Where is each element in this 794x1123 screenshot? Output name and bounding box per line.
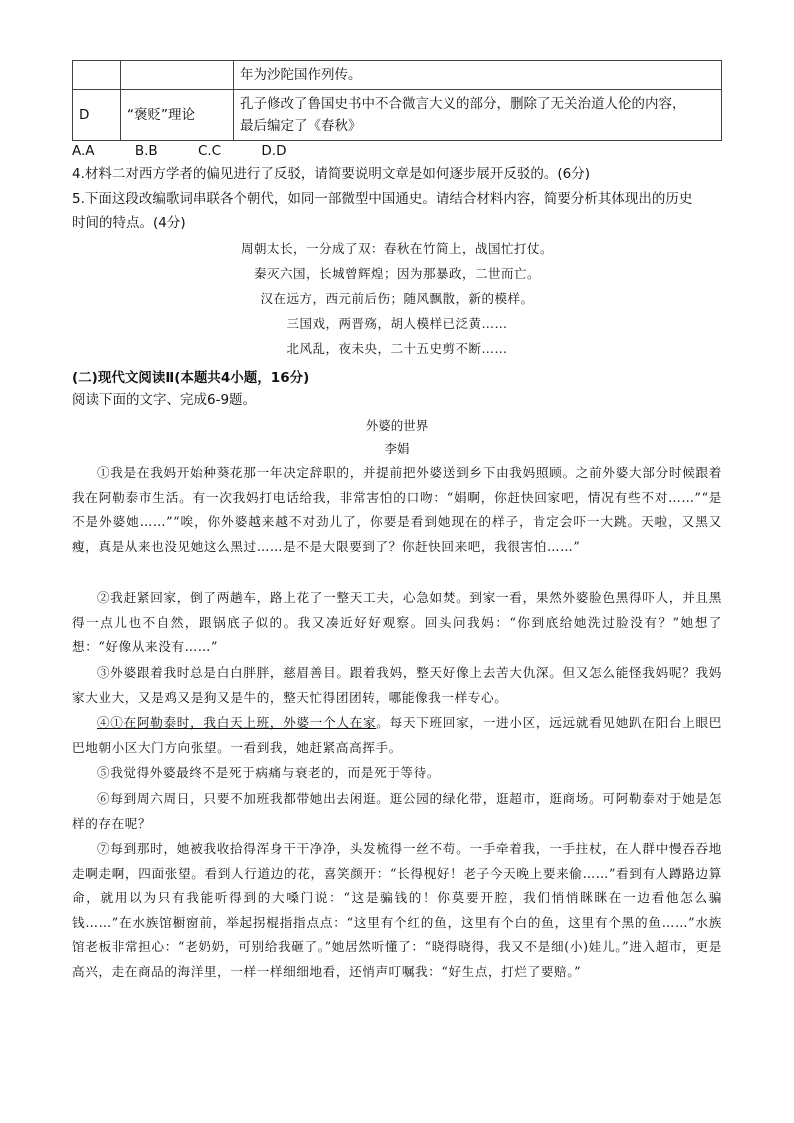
paragraph-5: ⑤我觉得外婆最终不是死于病痛与衰老的，而是死于等待。 [97,765,441,780]
option-d: D.D [261,143,287,159]
question-5-line-2: 时间的特点。(4分) [72,215,186,231]
article-author: 李娟 [384,441,410,456]
article-title: 外婆的世界 [365,418,429,433]
option-letter-cell [73,61,121,90]
underlined-sentence: ④①在阿勒泰时，我白天上班，外婆一个人在家 [97,715,377,730]
paragraph-7: ⑦每到那时，她被我收拾得浑身干干净净，头发梳得一丝不苟。一手牵着我，一手拄杖，在人群中慢吞吞地走啊走啊，四面张望。看到人行道边的花，喜笑颜开：“长得枧好！老子今天晚上要来偷……”看到有人蹲路边算命，就用以为只有我能听得到的大嗓门说：“这是骗钱的！你莫要开腔，我们悄悄眯眯在一边看他怎么骗钱……”在水族馆橱窗前，举起拐棍指指点点：“这里有个红的鱼，这里有个白的鱼，这里有个黑的鱼……”水族馆老板非常担心：“老奶奶，可别给我砸了。”她居然听懂了：“晓得晓得，我又不是细(小)娃儿。”进入超市，更是高兴，走在商品的海洋里，一样一样细细地看，还悄声叮嘱我：“好生点，打烂了要赔。” [72,841,722,979]
term-cell [121,61,234,90]
content-line: 孔子修改了鲁国史书中不合微言大义的部分，删除了无关治道人伦的内容， [240,96,686,112]
answer-options-table [72,60,722,141]
table-row [73,90,722,141]
option-letter-cell: D [73,90,121,141]
table-row [73,61,722,90]
paragraph-3: ③外婆跟着我时总是白白胖胖，慈眉善目。跟着我妈，整天好像上去苦大仇深。但又怎么能怪我妈呢？我妈家大业大，又是鸡又是狗又是牛的，整天忙得团团转，哪能像我一样专心。 [72,665,722,705]
reading-instruction: 阅读下面的文字、完成6-9题。 [72,392,257,408]
poem-line: 北风乱，夜未央，二十五史剪不断…… [286,341,508,356]
poem-line: 三国戏，两晋殇，胡人模样已泛黄…… [286,316,508,331]
term-cell: “褒贬”理论 [121,90,234,141]
content-cell: 年为沙陀国作列传。 [234,61,722,90]
answer-options [72,140,722,162]
option-b: B.B [134,143,158,159]
paragraph-2: ②我赶紧回家，倒了两趟车，路上花了一整天工夫，心急如焚。到家一看，果然外婆脸色黑得吓人，并且黑得一点儿也不自然，跟锅底子似的。我又凑近好好观察。回头问我妈：“你到底给她洗过脸没有？”她想了想：“好像从来没有……” [72,590,722,654]
poem-line: 秦灭六国，长城曾辉煌；因为那暴政，二世而亡。 [253,266,540,281]
question-4: 4.材料二对西方学者的偏见进行了反驳，请简要说明文章是如何逐步展开反驳的。(6分) [72,166,591,182]
paragraph-4-rest: 。每天下班回家，一进小区，远远就看见她趴在阳台上眼巴巴地朝小区大门方向张望。一看到我，她赶紧高高挥手。 [72,715,722,755]
paragraph-6: ⑥每到周六周日，只要不加班我都带她出去闲逛。逛公园的绿化带，逛超市，逛商场。可阿勒泰对于她是怎样的存在呢？ [72,791,722,831]
paragraph-4 [72,711,722,760]
content-line: 最后编定了《春秋》 [240,118,362,134]
poem-line: 汉在远方，西元前后伤；随风飘散，新的模样。 [260,291,534,306]
option-a: A.A [72,143,95,159]
poem-line: 周朝太长，一分成了双：春秋在竹简上，战国忙打仗。 [240,241,553,256]
section-heading: (二)现代文阅读Ⅱ(本题共4小题，16分) [72,370,310,386]
content-cell [234,90,722,141]
option-c: C.C [197,143,222,159]
paragraph-1: ①我是在我妈开始种葵花那一年决定辞职的，并提前把外婆送到乡下由我妈照顾。之前外婆大部分时候跟着我在阿勒泰市生活。有一次我妈打电话给我，非常害怕的口吻：“娟啊，你赶快回家吧，情况有些不对……”“是不是外婆她……”“唉，你外婆越来越不对劲儿了，你要是看到她现在的样子，肯定会吓一大跳。天啦，又黑又瘦，真是从来也没见她这么黑过……是不是大限要到了？你赶快回来吧，我很害怕……” [72,465,722,554]
question-5-line-1: 5.下面这段改编歌词串联各个朝代，如同一部微型中国通史。请结合材料内容，简要分析其体现出的历史 [72,191,693,207]
